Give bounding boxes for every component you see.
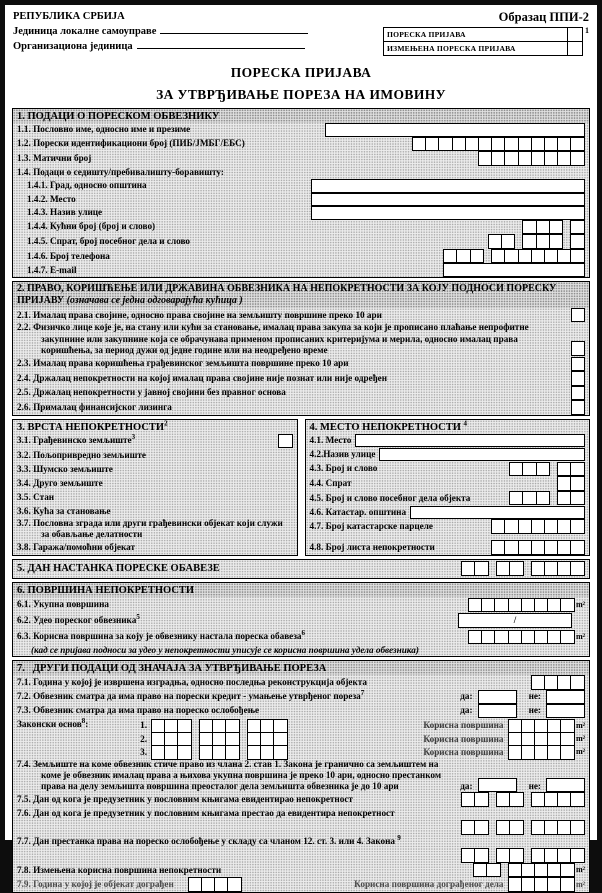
unit-m2-3: m² [575,721,585,731]
label-6-2: 6.2. Удео пореског обвезника$^5$ [17,613,140,626]
business-name-input[interactable] [325,123,585,137]
declaration-regular-label: ПОРЕСКА ПРИЈАВА [387,30,466,39]
checkbox-3-1[interactable] [278,434,293,449]
label-1-1: 1.1. Пословно име, односно име и презиме [17,124,191,135]
label-7-3-no: не: [528,705,541,716]
label-4-8: 4.8. Број листа непокретности [309,541,435,552]
org-unit-input[interactable] [137,39,305,49]
form-page [5,5,597,890]
adjacent-land-no-box[interactable] [546,778,585,792]
registry-number-cells[interactable] [478,151,585,166]
section-4-footnote-ref: 4 [463,419,468,428]
form-title-line2: ЗА УТВРЂИВАЊЕ ПОРЕЗА НА ИМОВИНУ [156,87,446,102]
house-number-cells[interactable] [522,220,563,235]
section-4-title [306,420,590,434]
extension-year-cells[interactable] [188,877,242,892]
property-number-cells[interactable] [509,462,550,477]
tax-exemption-no-box[interactable] [546,704,585,718]
changed-area-cells-a[interactable] [473,863,501,878]
section-5-title: 5. ДАН НАСТАНКА ПОРЕСКЕ ОБАВЕЗЕ [17,563,220,575]
property-unit-number-cells[interactable] [509,491,550,506]
ownership-share-input[interactable]: / [458,613,572,628]
form-code: Образац ППИ-2 [498,10,589,24]
section-2-note: (означава се једна одговарајућа кућица ) [66,295,243,307]
note-6-3: (кад се пријава подноси за удео у непокретности уписује се корисна површина удела обвезника) [31,644,419,655]
label-1-4: 1.4. Подаци о седишту/пребивалишту-боравишту: [17,166,224,177]
label-2-1: 2.1. Ималац права својине, односно права својине на земљишту површине преко 10 ари [17,309,382,320]
section-4-property-location [305,419,591,556]
checkbox-2-1[interactable] [571,308,586,323]
adjacent-land-yes-box[interactable] [478,778,517,792]
label-4-1: 4.1. Место [309,435,352,446]
recorded-month-cells[interactable] [496,792,524,807]
recorded-day-cells[interactable] [461,792,489,807]
exemption-end-day-cells[interactable] [461,848,489,863]
exemption-end-year-cells[interactable] [531,848,585,863]
label-7-3: 7.3. Обвезник сматра да има право на пореско ослобођење [17,705,260,716]
section-3-title-text: 3. ВРСТА НЕПОКРЕТНОСТИ [17,421,165,433]
country-title: РЕПУБЛИКА СРБИЈА [13,11,125,22]
section-1-taxpayer-data [12,108,590,278]
section-7-other-data [12,660,590,893]
email-input[interactable] [443,263,585,277]
phone-number-cells[interactable] [491,249,585,264]
extension-area-cells[interactable] [508,877,575,892]
property-sheet-cells[interactable] [491,540,585,555]
label-3-4: 3.4. Друго земљиште [17,477,103,488]
label-7-2: 7.2. Обвезник сматра да има право на порески кредит - умањење утврђеног пореза$^7$ [17,688,365,702]
construction-year-cells[interactable] [531,675,585,690]
label-3-6: 3.6. Кућа за становање [17,505,111,516]
label-1-4-6: 1.4.6. Број телефона [27,250,110,261]
declaration-regular-checkbox[interactable] [567,28,582,41]
label-1-4-5: 1.4.5. Спрат, број посебног дела и слово [27,236,190,247]
tax-id-cells[interactable] [412,137,585,152]
label-7-2-yes: да: [460,691,473,702]
label-6-3: 6.3. Корисна површина за коју је обвезнику настала пореска обавеза$^6$ [17,629,306,642]
section-5-tax-liability-date [12,559,590,579]
phone-prefix-cells[interactable] [443,249,484,264]
label-6-1: 6.1. Укупна површина [17,599,109,610]
legal-basis-row-3 [135,745,585,760]
form-title-line1: ПОРЕСКА ПРИЈАВА [230,65,372,80]
unit-m2-6: m² [575,865,585,875]
label-2-5: 2.5. Држалац непокретности у јавној својини без правног основа [17,387,286,398]
floor-cells[interactable] [488,234,516,249]
house-letter-cell[interactable] [570,220,585,235]
label-1-4-7: 1.4.7. E-mail [27,264,77,275]
label-7-1: 7.1. Година у којој је извршена изградња, односно последња реконструкција објекта [17,676,368,687]
useful-area-label-3: Корисна површина [423,746,504,757]
property-place-input[interactable] [355,434,585,448]
recorded-year-cells[interactable] [531,792,585,807]
checkbox-2-6[interactable] [571,400,586,415]
cadastral-parcel-cells[interactable] [491,519,585,534]
checkbox-2-2[interactable] [571,341,586,356]
label-3-5: 3.5. Стан [17,491,55,502]
label-7-9: 7.9. Година у којој је објекат дограђен [17,879,174,890]
declaration-amended-checkbox[interactable] [567,42,582,55]
label-7-4-no: не: [528,781,541,792]
label-1-4-1: 1.4.1. Град, односно општина [27,180,147,191]
label-7-4-yes: да: [460,781,473,792]
label-4-2: 4.2.Назив улице [309,449,376,460]
label-2-3: 2.3. Ималац права коришћења грађевинског земљишта површине преко 10 ари [17,358,349,369]
label-1-2: 1.2. Порески идентификациони број (ПИБ/ЈМБГ/ЕБС) [17,138,245,149]
place-input[interactable] [311,193,585,207]
org-unit-label: Организациона јединица [13,40,133,52]
section-3-title [13,420,297,434]
section-7-title: 7. ДРУГИ ПОДАЦИ ОД ЗНАЧАЈА ЗА УТВРЂИВАЊЕ ПОРЕЗА [13,661,589,675]
label-3-2: 3.2. Пољопривредно земљиште [17,449,146,460]
label-4-3: 4.3. Број и слово [309,463,378,474]
street-input[interactable] [311,206,585,220]
derecorded-month-cells[interactable] [496,820,524,835]
property-letter-cells[interactable] [557,462,585,477]
liability-day-cells[interactable] [461,561,489,576]
exemption-end-month-cells[interactable] [496,848,524,863]
section-6-area [12,582,590,657]
footnote-1: 1 [585,26,589,35]
checkbox-2-5[interactable] [571,386,586,401]
declaration-row-regular [384,28,582,42]
declaration-amended-label: ИЗМЕЊЕНА ПОРЕСКА ПРИЈАВА [387,44,516,53]
form-header [5,5,597,56]
unit-m2-2: m² [575,632,585,641]
legal-basis-label: Законски основ$^8$: [17,716,89,729]
unit-number-cells[interactable] [522,234,563,249]
label-3-7: 3.7. Пословна зграда или други грађевински објекат који служи за обављање делатности [17,518,283,540]
checkbox-2-3[interactable] [571,357,586,372]
checkbox-2-4[interactable] [571,371,586,386]
label-1-4-4: 1.4.4. Кућни број (број и слово) [27,221,156,232]
derecorded-year-cells[interactable] [531,820,585,835]
local-unit-input[interactable] [160,24,308,34]
useful-area-3-cells[interactable] [508,745,575,760]
label-4-4: 4.4. Спрат [309,478,352,489]
liability-year-cells[interactable] [531,561,585,576]
unit-m2-1: m² [575,600,585,609]
label-4-6: 4.6. Катастар. општина [309,506,407,517]
label-4-7: 4.7. Број катастарске парцеле [309,521,433,532]
unit-m2-7: m² [575,879,585,889]
section-6-title: 6. ПОВРШИНА НЕПОКРЕТНОСТИ [13,583,589,597]
cadastral-municipality-input[interactable] [410,506,585,520]
legal-basis-num-2: 2. [140,733,147,744]
label-3-3: 3.3. Шумско земљиште [17,463,113,474]
section-2-title [13,282,589,308]
useful-area-cells[interactable] [468,630,575,645]
label-4-5: 4.5. Број и слово посебног дела објекта [309,492,471,503]
city-input[interactable] [311,179,585,193]
label-1-3: 1.3. Матични број [17,153,92,163]
section-4-title-text: 4. МЕСТО НЕПОКРЕТНОСТИ [309,421,461,433]
useful-area-label-2: Корисна површина [423,733,504,744]
section-2-title-text: 2. ПРАВО, КОРИШЋЕЊЕ ИЛИ ДРЖАВИНА ОБВЕЗНИКА НА НЕПОКРЕТНОСТИ ЗА КОЈУ ПОДНОСИ ПОРЕСКУ ПРИЈАВУ [17,282,557,307]
label-3-8: 3.8. Гаража/помоћни објекат [17,541,136,552]
label-1-4-2: 1.4.2. Место [27,193,76,204]
tax-exemption-yes-box[interactable] [478,704,517,718]
property-unit-letter-cells[interactable] [557,491,585,506]
section-3-property-type [12,419,298,556]
label-7-2-no: не: [528,691,541,702]
property-floor-cells[interactable] [557,476,585,491]
tax-credit-yes-box[interactable] [478,690,517,704]
label-1-4-3: 1.4.3. Назив улице [27,207,103,218]
label-3-1: 3.1. Грађевинско земљиште$^3$ [17,433,136,446]
section-3-footnote-ref: 2 [164,419,168,428]
label-2-2: 2.2. Физичко лице које је, на стану или кући за становање, ималац права закупа за који је прописано плаћање непрофитне закупнине или закупнине која се обрачунава применом прописаних критеријума и мерила, односно ималац права коришћења, за период дужи од једне године или на неодређено време [17,322,529,355]
label-2-4: 2.4. Држалац непокретности на којој ималац права својине није познат или није одређен [17,372,387,383]
unit-m2-4: m² [575,734,585,744]
sections-3-4 [12,419,590,556]
legal-basis-num-1: 1. [140,720,147,731]
label-7-9b: Корисна површина дограђеног дела [354,879,504,890]
total-area-cells[interactable] [468,598,575,613]
declaration-row-amended [384,42,582,55]
useful-area-label-1: Корисна површина [423,720,504,731]
legal-basis-3-cells-b[interactable] [199,745,240,760]
derecorded-day-cells[interactable] [461,820,489,835]
unit-m2-5: m² [575,747,585,757]
legal-basis-block [13,718,589,759]
label-7-4: 7.4. Земљиште на коме обвезник стиче право из члана 2. став 1. Закона је гранично са земљиштем на коме је обвезник ималац права а њихова укупна површина је преко 10 ари, односно престанком права на делу земљишта површина преосталог дела земљишта обвезника је до 10 ари [17,759,442,792]
property-street-input[interactable] [379,448,585,462]
section-1-title: 1. ПОДАЦИ О ПОРЕСКОМ ОБВЕЗНИКУ [13,109,589,123]
local-unit-label: Јединица локалне самоуправе [13,25,157,37]
changed-area-cells-b[interactable] [508,863,575,878]
label-7-6: 7.6. Дан од кога је предузетник у пословним књигама престао да евидентира непокретност [17,808,395,819]
label-7-8: 7.8. Измењена корисна површина непокретности [17,864,222,875]
label-7-3-yes: да: [460,705,473,716]
legal-basis-3-cells-c[interactable] [247,745,288,760]
legal-basis-num-3: 3. [140,746,147,757]
unit-letter-cell[interactable] [570,234,585,249]
label-7-7: 7.7. Дан престанка права на пореско ослобођење у складу са чланом 12. ст. 3. или 4. Закона $^9$ [17,833,401,846]
declaration-type-table [383,27,583,56]
liability-month-cells[interactable] [496,561,524,576]
legal-basis-3-cells-a[interactable] [151,745,192,760]
section-2-rights [12,281,590,416]
label-2-6: 2.6. Прималац финансијског лизинга [17,401,172,412]
label-7-5: 7.5. Дан од кога је предузетник у пословним књигама евидентирао непокретност [17,794,353,805]
tax-credit-no-box[interactable] [546,690,585,704]
